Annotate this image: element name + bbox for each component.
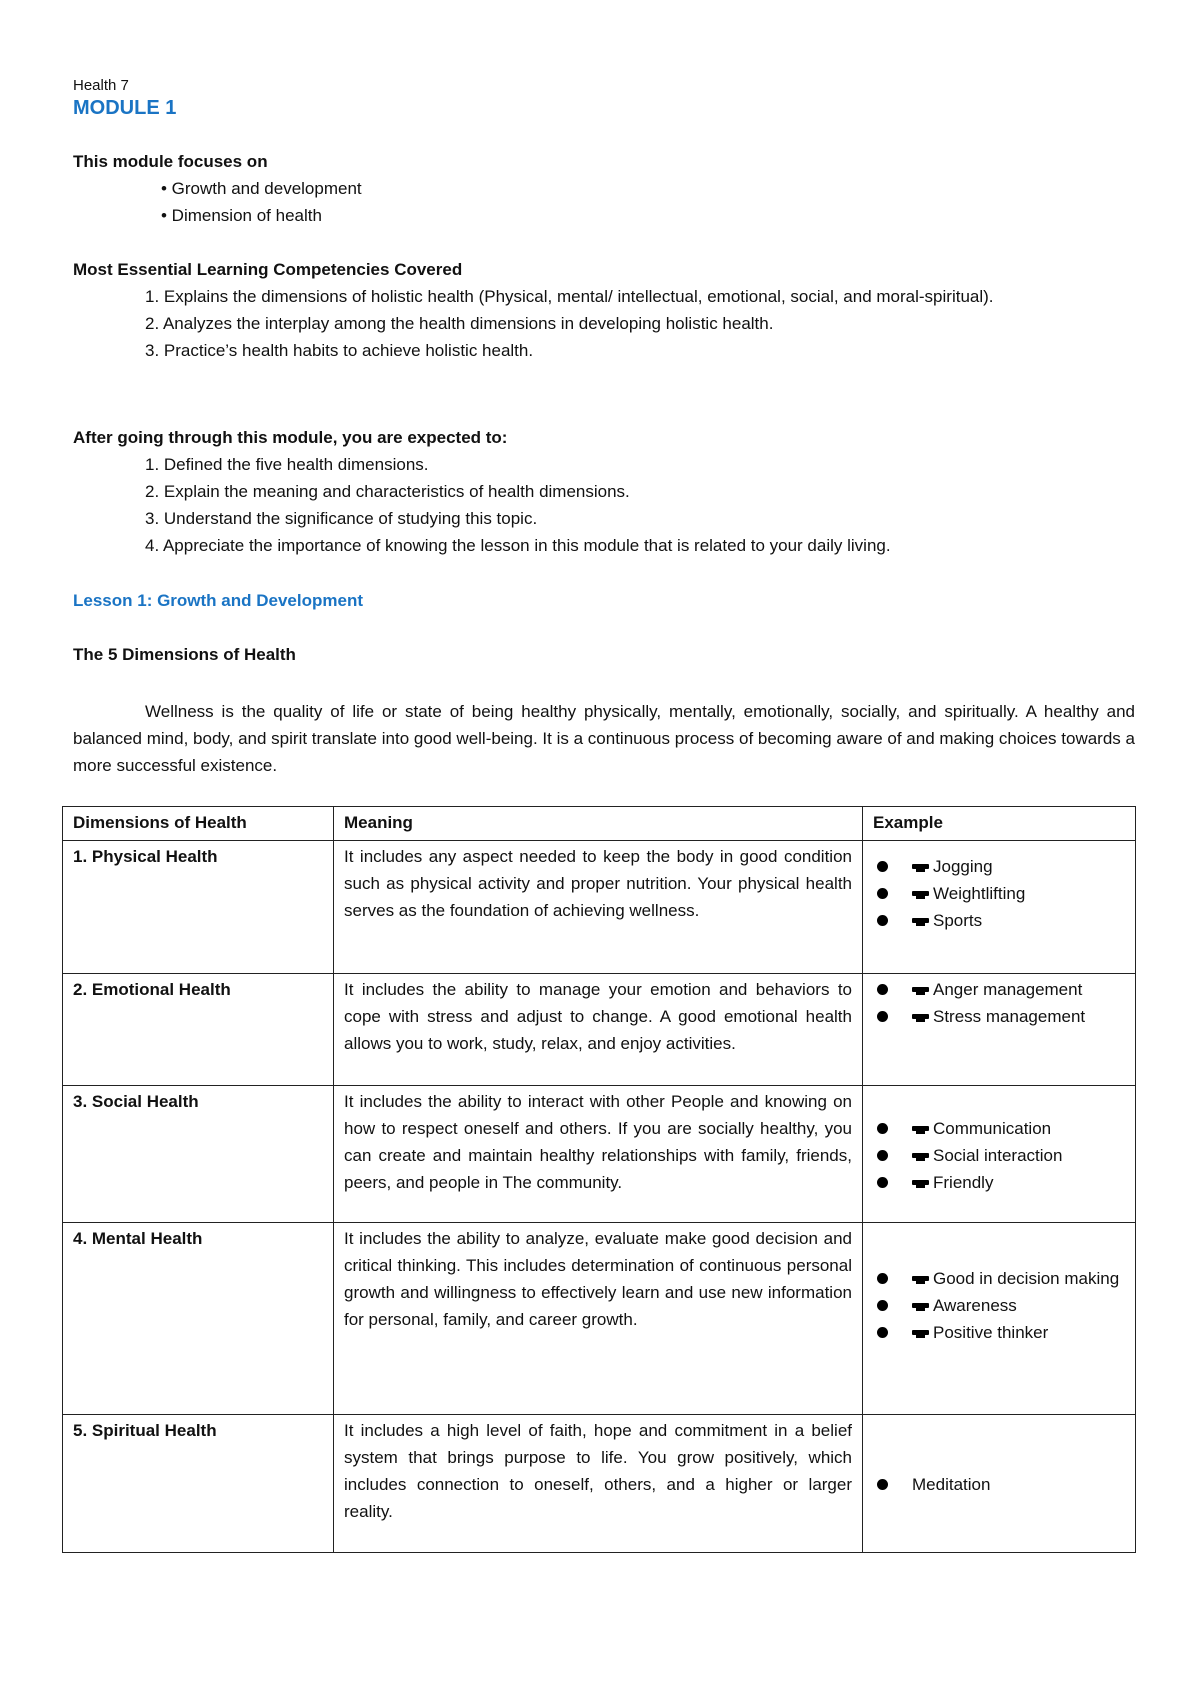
table-row: [63, 841, 1136, 974]
wellness-paragraph: Wellness is the quality of life or state of being healthy physically, mentally, emotionally, socially, and spiritually. A healthy and balanced mind, body, and spirit translate into good well-being. It is a continuous process of becoming aware of and making choices towards a more successful existence.: [73, 702, 1135, 775]
example-cell: [863, 1086, 1136, 1223]
example-item: [873, 880, 1125, 907]
objective-item: 1. Defined the five health dimensions.: [145, 455, 429, 474]
hand-pointer-icon: [912, 890, 929, 900]
example-item: [873, 1265, 1125, 1292]
example-item: [873, 907, 1125, 934]
bullet-icon: [877, 1273, 888, 1284]
example-cell: [863, 1415, 1136, 1553]
example-item: [873, 1292, 1125, 1319]
hand-pointer-icon: [912, 1302, 929, 1312]
objective-item: 4. Appreciate the importance of knowing the lesson in this module that is related to your daily living.: [145, 536, 891, 555]
bullet-icon: [877, 1011, 888, 1022]
subject-label: Health 7: [73, 77, 129, 94]
bullet-icon: [877, 984, 888, 995]
bullet-icon: [877, 1177, 888, 1188]
bullet-icon: [877, 1123, 888, 1134]
example-text: Awareness: [933, 1296, 1017, 1315]
table-header-row: [63, 807, 1136, 841]
hand-pointer-icon: [912, 863, 929, 873]
section-heading: The 5 Dimensions of Health: [73, 645, 296, 664]
hand-pointer-icon: [912, 986, 929, 996]
table-row: [63, 1415, 1136, 1553]
example-item: [873, 1319, 1125, 1346]
bullet-icon: [877, 1300, 888, 1311]
bullet-icon: [877, 1327, 888, 1338]
melc-item: 3. Practice’s health habits to achieve holistic health.: [145, 341, 534, 360]
example-text: Positive thinker: [933, 1323, 1049, 1342]
hand-pointer-icon: [912, 1013, 929, 1023]
melc-item: 2. Analyzes the interplay among the health dimensions in developing holistic health.: [145, 314, 774, 333]
example-text: Stress management: [933, 1007, 1086, 1026]
table-row: [63, 974, 1136, 1086]
meaning-cell: It includes a high level of faith, hope and commitment in a belief system that brings purpose to life. You grow positively, which includes connection to oneself, others, and a higher or larger reality.: [334, 1415, 863, 1553]
example-item: [873, 1471, 1125, 1498]
dimension-cell: 3. Social Health: [63, 1086, 334, 1223]
example-text: Jogging: [933, 857, 993, 876]
table-row: [63, 1223, 1136, 1415]
example-text: Good in decision making: [933, 1269, 1120, 1288]
example-cell: [863, 841, 1136, 974]
example-item: [873, 1003, 1125, 1030]
hand-pointer-icon: [912, 1125, 929, 1135]
bullet-icon: [877, 888, 888, 899]
focus-item: • Growth and development: [161, 179, 362, 198]
hand-pointer-icon: [912, 917, 929, 927]
example-item: [873, 976, 1125, 1003]
bullet-icon: [877, 915, 888, 926]
example-item: [873, 853, 1125, 880]
focus-heading: This module focuses on: [73, 152, 268, 171]
dimension-cell: 4. Mental Health: [63, 1223, 334, 1415]
hand-pointer-icon: [912, 1152, 929, 1162]
focus-item: • Dimension of health: [161, 206, 322, 225]
example-cell: [863, 974, 1136, 1086]
example-text: Weightlifting: [933, 884, 1026, 903]
example-text: Sports: [933, 911, 983, 930]
lesson-title: Lesson 1: Growth and Development: [73, 591, 363, 610]
example-text: Anger management: [933, 980, 1083, 999]
objective-item: 3. Understand the significance of studying this topic.: [145, 509, 538, 528]
meaning-cell: It includes the ability to analyze, evaluate make good decision and critical thinking. This includes determination of continuous personal growth and willingness to effectively learn and use new information for personal, family, and career growth.: [334, 1223, 863, 1415]
objectives-heading: After going through this module, you are expected to:: [73, 428, 508, 447]
module-title: MODULE 1: [73, 97, 177, 119]
example-item: [873, 1115, 1125, 1142]
example-text: Social interaction: [933, 1146, 1063, 1165]
hand-pointer-icon: [912, 1329, 929, 1339]
melc-heading: Most Essential Learning Competencies Covered: [73, 260, 463, 279]
meaning-cell: It includes the ability to manage your emotion and behaviors to cope with stress and adjust to change. A good emotional health allows you to work, study, relax, and enjoy activities.: [334, 974, 863, 1086]
bullet-icon: [877, 1479, 888, 1490]
example-cell: [863, 1223, 1136, 1415]
dimension-cell: 2. Emotional Health: [63, 974, 334, 1086]
meaning-cell: It includes any aspect needed to keep the body in good condition such as physical activity and proper nutrition. Your physical health serves as the foundation of achieving wellness.: [334, 841, 863, 974]
example-item: [873, 1169, 1125, 1196]
dimension-cell: 5. Spiritual Health: [63, 1415, 334, 1553]
table-row: [63, 1086, 1136, 1223]
example-text: Meditation: [912, 1475, 991, 1494]
objective-item: 2. Explain the meaning and characteristics of health dimensions.: [145, 482, 630, 501]
meaning-cell: It includes the ability to interact with other People and knowing on how to respect oneself and others. If you are socially healthy, you can create and maintain healthy relationships with family, friends, peers, and people in The community.: [334, 1086, 863, 1223]
header-dimension: Dimensions of Health: [63, 807, 334, 841]
dimension-cell: 1. Physical Health: [63, 841, 334, 974]
dimensions-table: [62, 806, 1136, 1553]
example-text: Communication: [933, 1119, 1052, 1138]
example-text: Friendly: [933, 1173, 994, 1192]
header-example: Example: [863, 807, 1136, 841]
example-item: [873, 1142, 1125, 1169]
bullet-icon: [877, 861, 888, 872]
bullet-icon: [877, 1150, 888, 1161]
hand-pointer-icon: [912, 1179, 929, 1189]
melc-item: 1. Explains the dimensions of holistic health (Physical, mental/ intellectual, emotional, social, and moral-spiritual).: [145, 287, 994, 306]
hand-pointer-icon: [912, 1275, 929, 1285]
header-meaning: Meaning: [334, 807, 863, 841]
